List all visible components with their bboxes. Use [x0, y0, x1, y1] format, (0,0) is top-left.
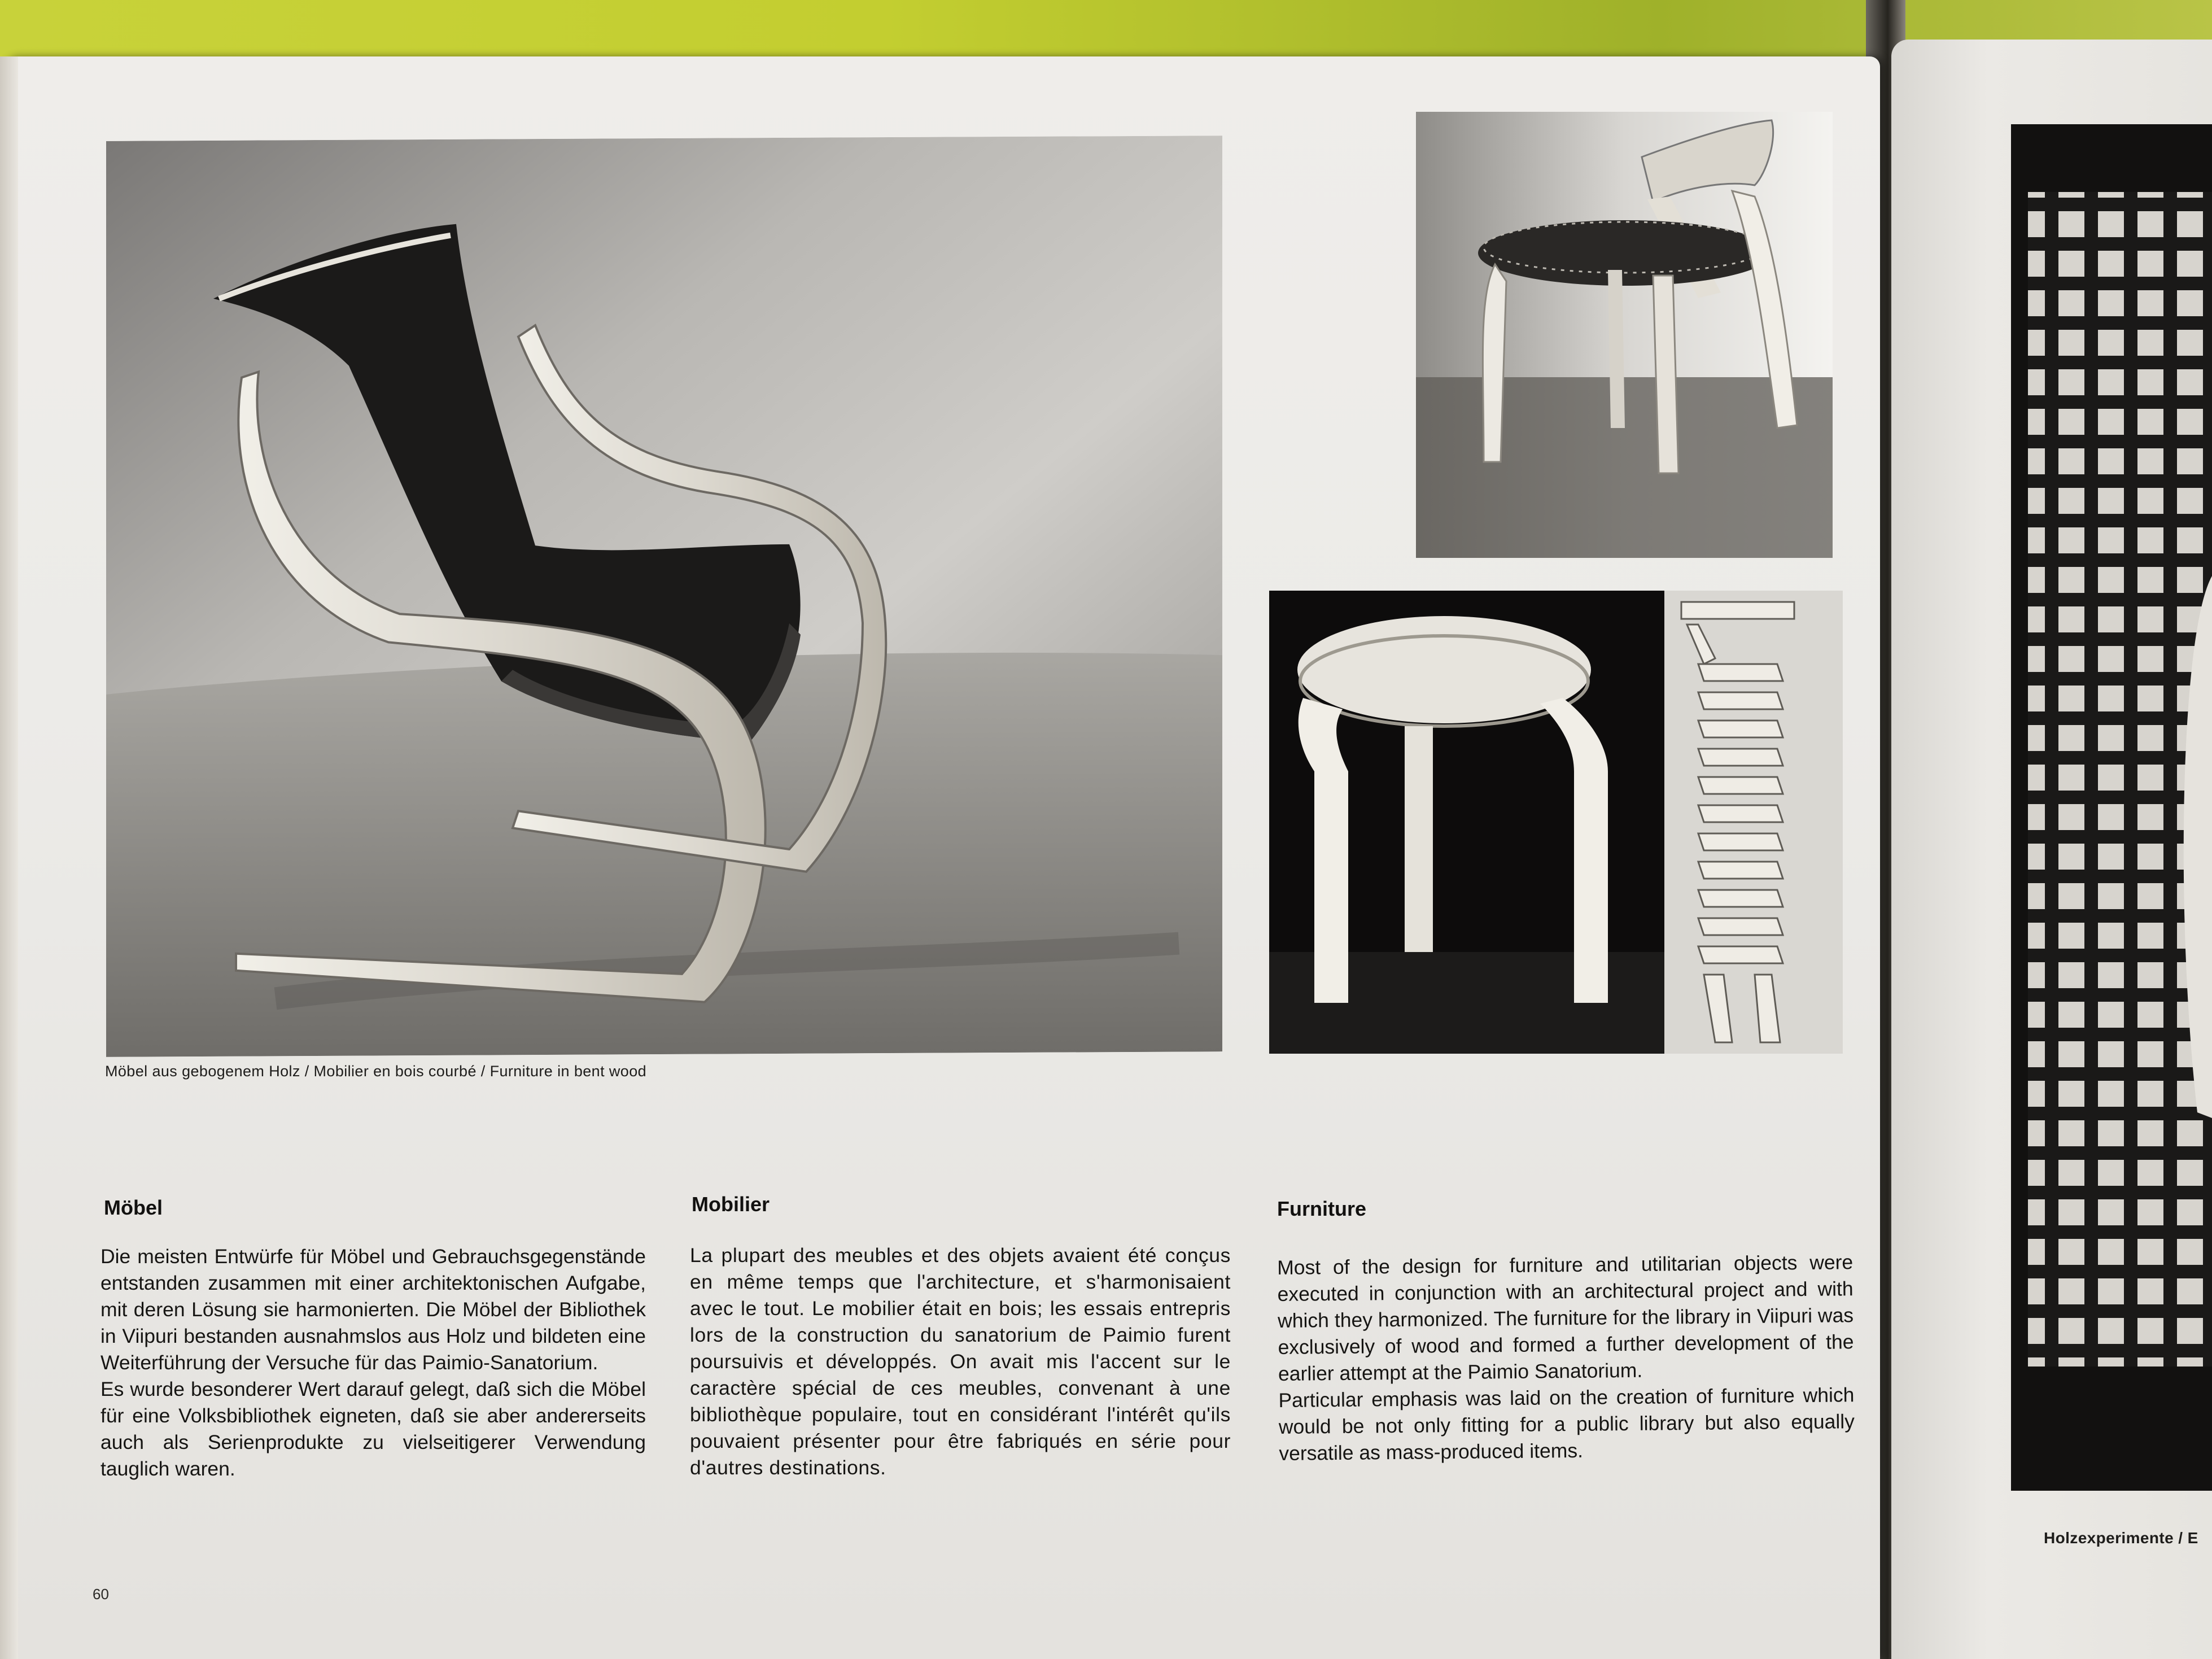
- english-paragraph-2: Particular emphasis was laid on the creation of furniture which would be not only fitting for a public library but also equally versatile as mass-produced items.: [1278, 1383, 1855, 1465]
- armchair-photo: [106, 136, 1222, 1057]
- french-paragraph-1: La plupart des meubles et des objets avaient été conçus en même temps que l'architecture, et s'harmonisaient avec le tout. Le mobilier était en bois; les essais entrepris lors de la construction du sanatorium de Paimio furent poursuivis et développés. On avait mis l'accent sur le caractère spécial de ces meubles, convenant à une bibliothèque populaire, tout en considérant l'intérêt qu'ils pouvaient présenter pour être fabriqués en série pour d'autres destinations.: [690, 1244, 1231, 1479]
- page-number: 60: [93, 1586, 109, 1603]
- french-column: [690, 1242, 1231, 1481]
- lattice-photo: [2011, 124, 2212, 1491]
- german-column: [100, 1243, 646, 1482]
- english-column: [1277, 1249, 1855, 1467]
- german-paragraph-2: Es wurde besonderer Wert darauf gelegt, daß sich die Möbel für eine Volksbibliothek eigneten, daß sie aber andererseits auch als Serienprodukte zu vielseitigerer Verwendung tauglich waren.: [100, 1378, 646, 1480]
- right-page-caption: Holzexperimente / E: [2044, 1529, 2198, 1547]
- photo-caption: Möbel aus gebogenem Holz / Mobilier en bois courbé / Furniture in bent wood: [105, 1063, 647, 1080]
- side-chair-photo: [1416, 112, 1833, 558]
- english-paragraph-1: Most of the design for furniture and utilitarian objects were executed in conjunction with an architectural project and with which they harmonized. The furniture for the library in Viipuri was exclusively of wood and formed a further development of the earlier attempt at the Paimio Sanatorium.: [1277, 1251, 1854, 1385]
- french-heading: Mobilier: [692, 1193, 770, 1216]
- german-heading: Möbel: [104, 1196, 163, 1219]
- stool-photo: [1269, 591, 1843, 1054]
- english-heading: Furniture: [1277, 1197, 1366, 1220]
- german-paragraph-1: Die meisten Entwürfe für Möbel und Gebrauchsgegenstände entstanden zusammen mit einer architektonischen Aufgabe, mit deren Lösung sie harmonierten. Die Möbel der Bibliothek in Viipuri bestanden ausnahmslos aus Holz und bildeten eine Weiterführung der Versuche für das Paimio-Sanatorium.: [100, 1245, 646, 1374]
- left-page-edge: [0, 56, 18, 1659]
